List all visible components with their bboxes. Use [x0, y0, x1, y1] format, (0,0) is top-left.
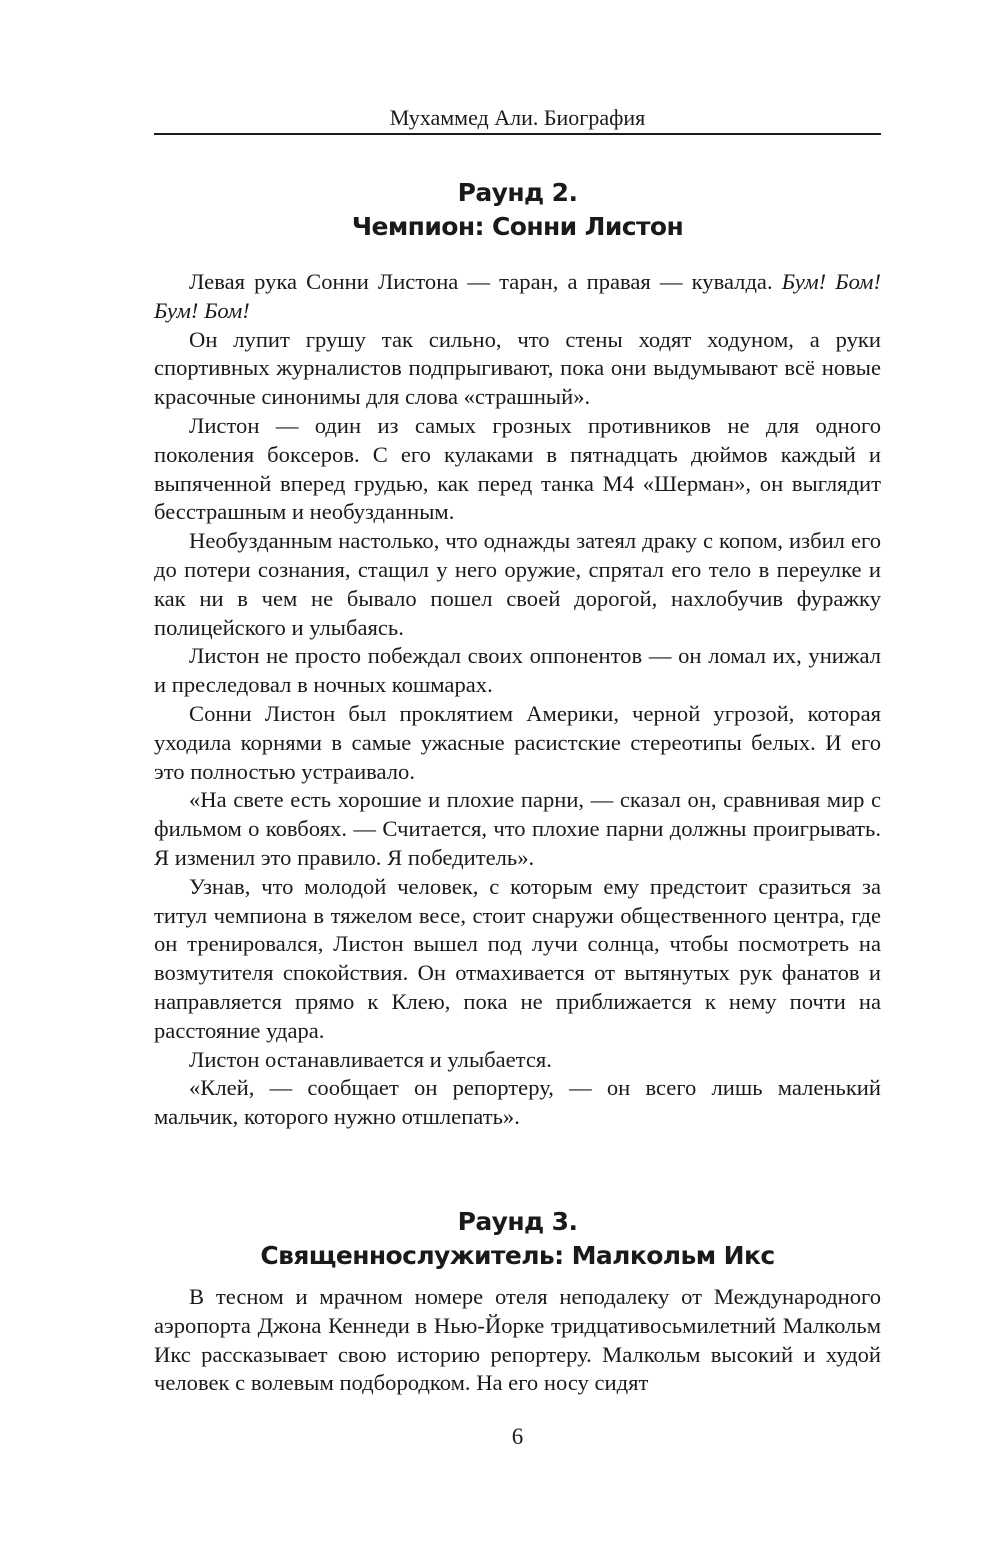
paragraph: «На свете есть хорошие и плохие парни, — сказал он, сравнивая мир с фильмом о ковбоях. — Считается, что плохие парни должны проигрывать. Я изменил это правило. Я победитель». [154, 787, 881, 870]
paragraph: Листон останавливается и улыбается. [189, 1046, 552, 1072]
header-rule [154, 133, 881, 135]
paragraph: Листон — один из самых грозных противников не для одного поколения боксеров. С его кулаками в пятнадцать дюймов каждый и выпяченной вперед грудью, как перед танка М4 «Шерман», он выглядит бесстрашным и необузданным. [154, 412, 881, 525]
chapter-2-body [154, 268, 881, 1132]
paragraph-text: Левая рука Сонни Листона — таран, а правая — кувалда. [189, 269, 782, 294]
paragraph [154, 268, 881, 326]
paragraph-italic-text: Бум! Бом! Бум! Бом! [154, 269, 881, 323]
chapter-3-title: Священнослужитель: Малкольм Икс [260, 1241, 775, 1270]
chapter-3-heading [154, 1205, 881, 1273]
chapter-3-number: Раунд 3. [457, 1207, 578, 1236]
page-number: 6 [511, 1424, 524, 1449]
running-head: Мухаммед Али. Биография [389, 105, 646, 130]
chapter-2-number: Раунд 2. [457, 178, 578, 207]
chapter-3-body [154, 1283, 881, 1398]
chapter-2-heading [154, 176, 881, 244]
paragraph: Сонни Листон был проклятием Америки, черной угрозой, которая уходила корнями в самые ужасные расистские стереотипы белых. И его это полностью устраивало. [154, 700, 881, 784]
paragraph: Необузданным настолько, что однажды затеял драку с копом, избил его до потери сознания, стащил у него оружие, спрятал его тело в переулке и как ни в чем не бывало пошел своей дорогой, нахлобучив фуражку полицейского и улыбаясь. [154, 528, 881, 640]
paragraph: В тесном и мрачном номере отеля неподалеку от Международного аэропорта Джона Кеннеди в Нью-Йорке тридцативосьмилетний Малкольм Икс рассказывает свою историю репортеру. Малкольм высокий и худой человек с волевым подбородком. На его носу сидят [154, 1284, 881, 1396]
chapter-2-title: Чемпион: Сонни Листон [351, 212, 684, 241]
paragraph: Листон не просто побеждал своих оппонентов — он ломал их, унижал и преследовал в ночных кошмарах. [154, 643, 881, 698]
paragraph: «Клей, — сообщает он репортеру, — он всего лишь маленький мальчик, которого нужно отшлепать». [154, 1075, 881, 1130]
paragraph: Он лупит грушу так сильно, что стены ходят ходуном, а руки спортивных журналистов подпрыгивают, пока они выдумывают всё новые красочные синонимы для слова «страшный». [154, 326, 881, 410]
paragraph: Узнав, что молодой человек, с которым ему предстоит сразиться за титул чемпиона в тяжелом весе, стоит снаружи общественного центра, где он тренировался, Листон вышел под лучи солнца, чтобы посмотреть на возмутителя спокойствия. Он отмахивается от вытянутых рук фанатов и направляется прямо к Клею, пока не приближается к нему почти на расстояние удара. [154, 873, 881, 1043]
